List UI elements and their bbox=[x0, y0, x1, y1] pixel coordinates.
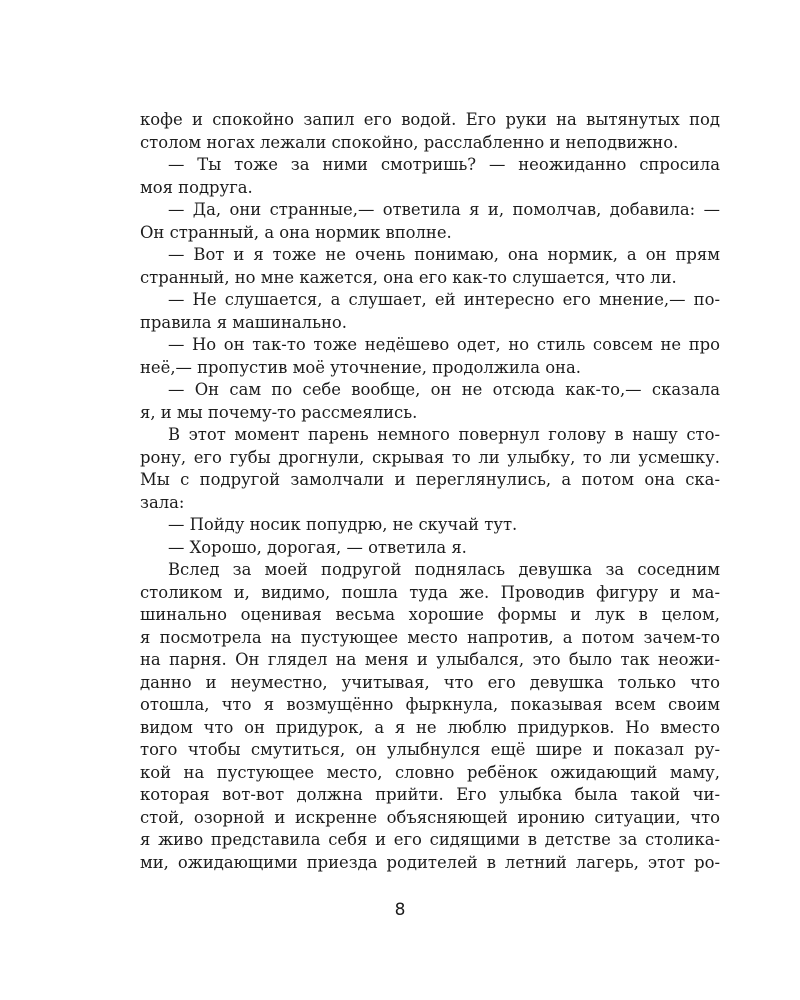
text-line: стой, озорной и искренне объясняющей иронию ситуации, что bbox=[140, 807, 720, 827]
text-line: я, и мы почему-то рассмеялись. bbox=[140, 402, 418, 422]
text-line: я посмотрела на пустующее место напротив, а потом зачем-то bbox=[140, 627, 720, 647]
text-line: видом что он придурок, а я не люблю придурков. Но вместо bbox=[140, 717, 720, 737]
text-line: кофе и спокойно запил его водой. Его руки на вытянутых под bbox=[140, 110, 720, 129]
text-line: — Не слушается, а слушает, ей интересно его мнение,— по- bbox=[168, 290, 720, 309]
text-line: — Хорошо, дорогая, — ответила я. bbox=[168, 537, 467, 557]
text-line: Мы с подругой замолчали и переглянулись, а потом она ска- bbox=[140, 470, 720, 489]
page-number: 8 bbox=[394, 900, 406, 920]
text-line: зала: bbox=[140, 492, 185, 512]
text-line: Он странный, а она нормик вполне. bbox=[140, 222, 452, 242]
text-line: на парня. Он глядел на меня и улыбался, это было так неожи- bbox=[140, 650, 720, 669]
text-line: я живо представила себя и его сидящими в детстве за столика- bbox=[140, 830, 720, 849]
text-line: — Но он так-то тоже недёшево одет, но стиль совсем не про bbox=[168, 335, 720, 354]
text-line: столиком и, видимо, пошла туда же. Проводив фигуру и ма- bbox=[140, 582, 720, 602]
text-line: шинально оценивая весьма хорошие формы и лук в целом, bbox=[140, 605, 720, 624]
text-line: ми, ожидающими приезда родителей в летний лагерь, этот ро- bbox=[140, 852, 720, 872]
text-line: рону, его губы дрогнули, скрывая то ли улыбку, то ли усмешку. bbox=[140, 447, 720, 467]
text-line: неё,— пропустив моё уточнение, продолжила она. bbox=[140, 357, 581, 377]
text-line: Вслед за моей подругой поднялась девушка за соседним bbox=[168, 560, 720, 579]
text-line: того чтобы смутиться, он улыбнулся ещё шире и показал ру- bbox=[140, 740, 720, 759]
text-line: столом ногах лежали спокойно, расслабленно и неподвижно. bbox=[140, 132, 679, 152]
text-line: кой на пустующее место, словно ребёнок ожидающий маму, bbox=[140, 762, 720, 782]
text-line: странный, но мне кажется, она его как-то слушается, что ли. bbox=[140, 267, 677, 287]
text-line: — Ты тоже за ними смотришь? — неожиданно спросила bbox=[168, 155, 720, 174]
text-line: — Пойду носик попудрю, не скучай тут. bbox=[168, 515, 518, 534]
text-line: — Да, они странные,— ответила я и, помолчав, добавила: — bbox=[168, 200, 720, 219]
text-line: которая вот-вот должна прийти. Его улыбка была такой чи- bbox=[140, 785, 720, 804]
text-line: — Он сам по себе вообще, он не отсюда как-то,— сказала bbox=[168, 380, 720, 399]
text-line: правила я машинально. bbox=[140, 312, 348, 332]
text-line: данно и неуместно, учитывая, что его девушка только что bbox=[140, 672, 720, 692]
book-page-text bbox=[140, 109, 720, 874]
text-line: отошла, что я возмущённо фыркнула, показывая всем своим bbox=[140, 695, 720, 714]
text-line: В этот момент парень немного повернул голову в нашу сто- bbox=[168, 425, 720, 444]
text-line: — Вот и я тоже не очень понимаю, она нормик, а он прям bbox=[168, 245, 720, 264]
text-line: моя подруга. bbox=[140, 177, 253, 197]
